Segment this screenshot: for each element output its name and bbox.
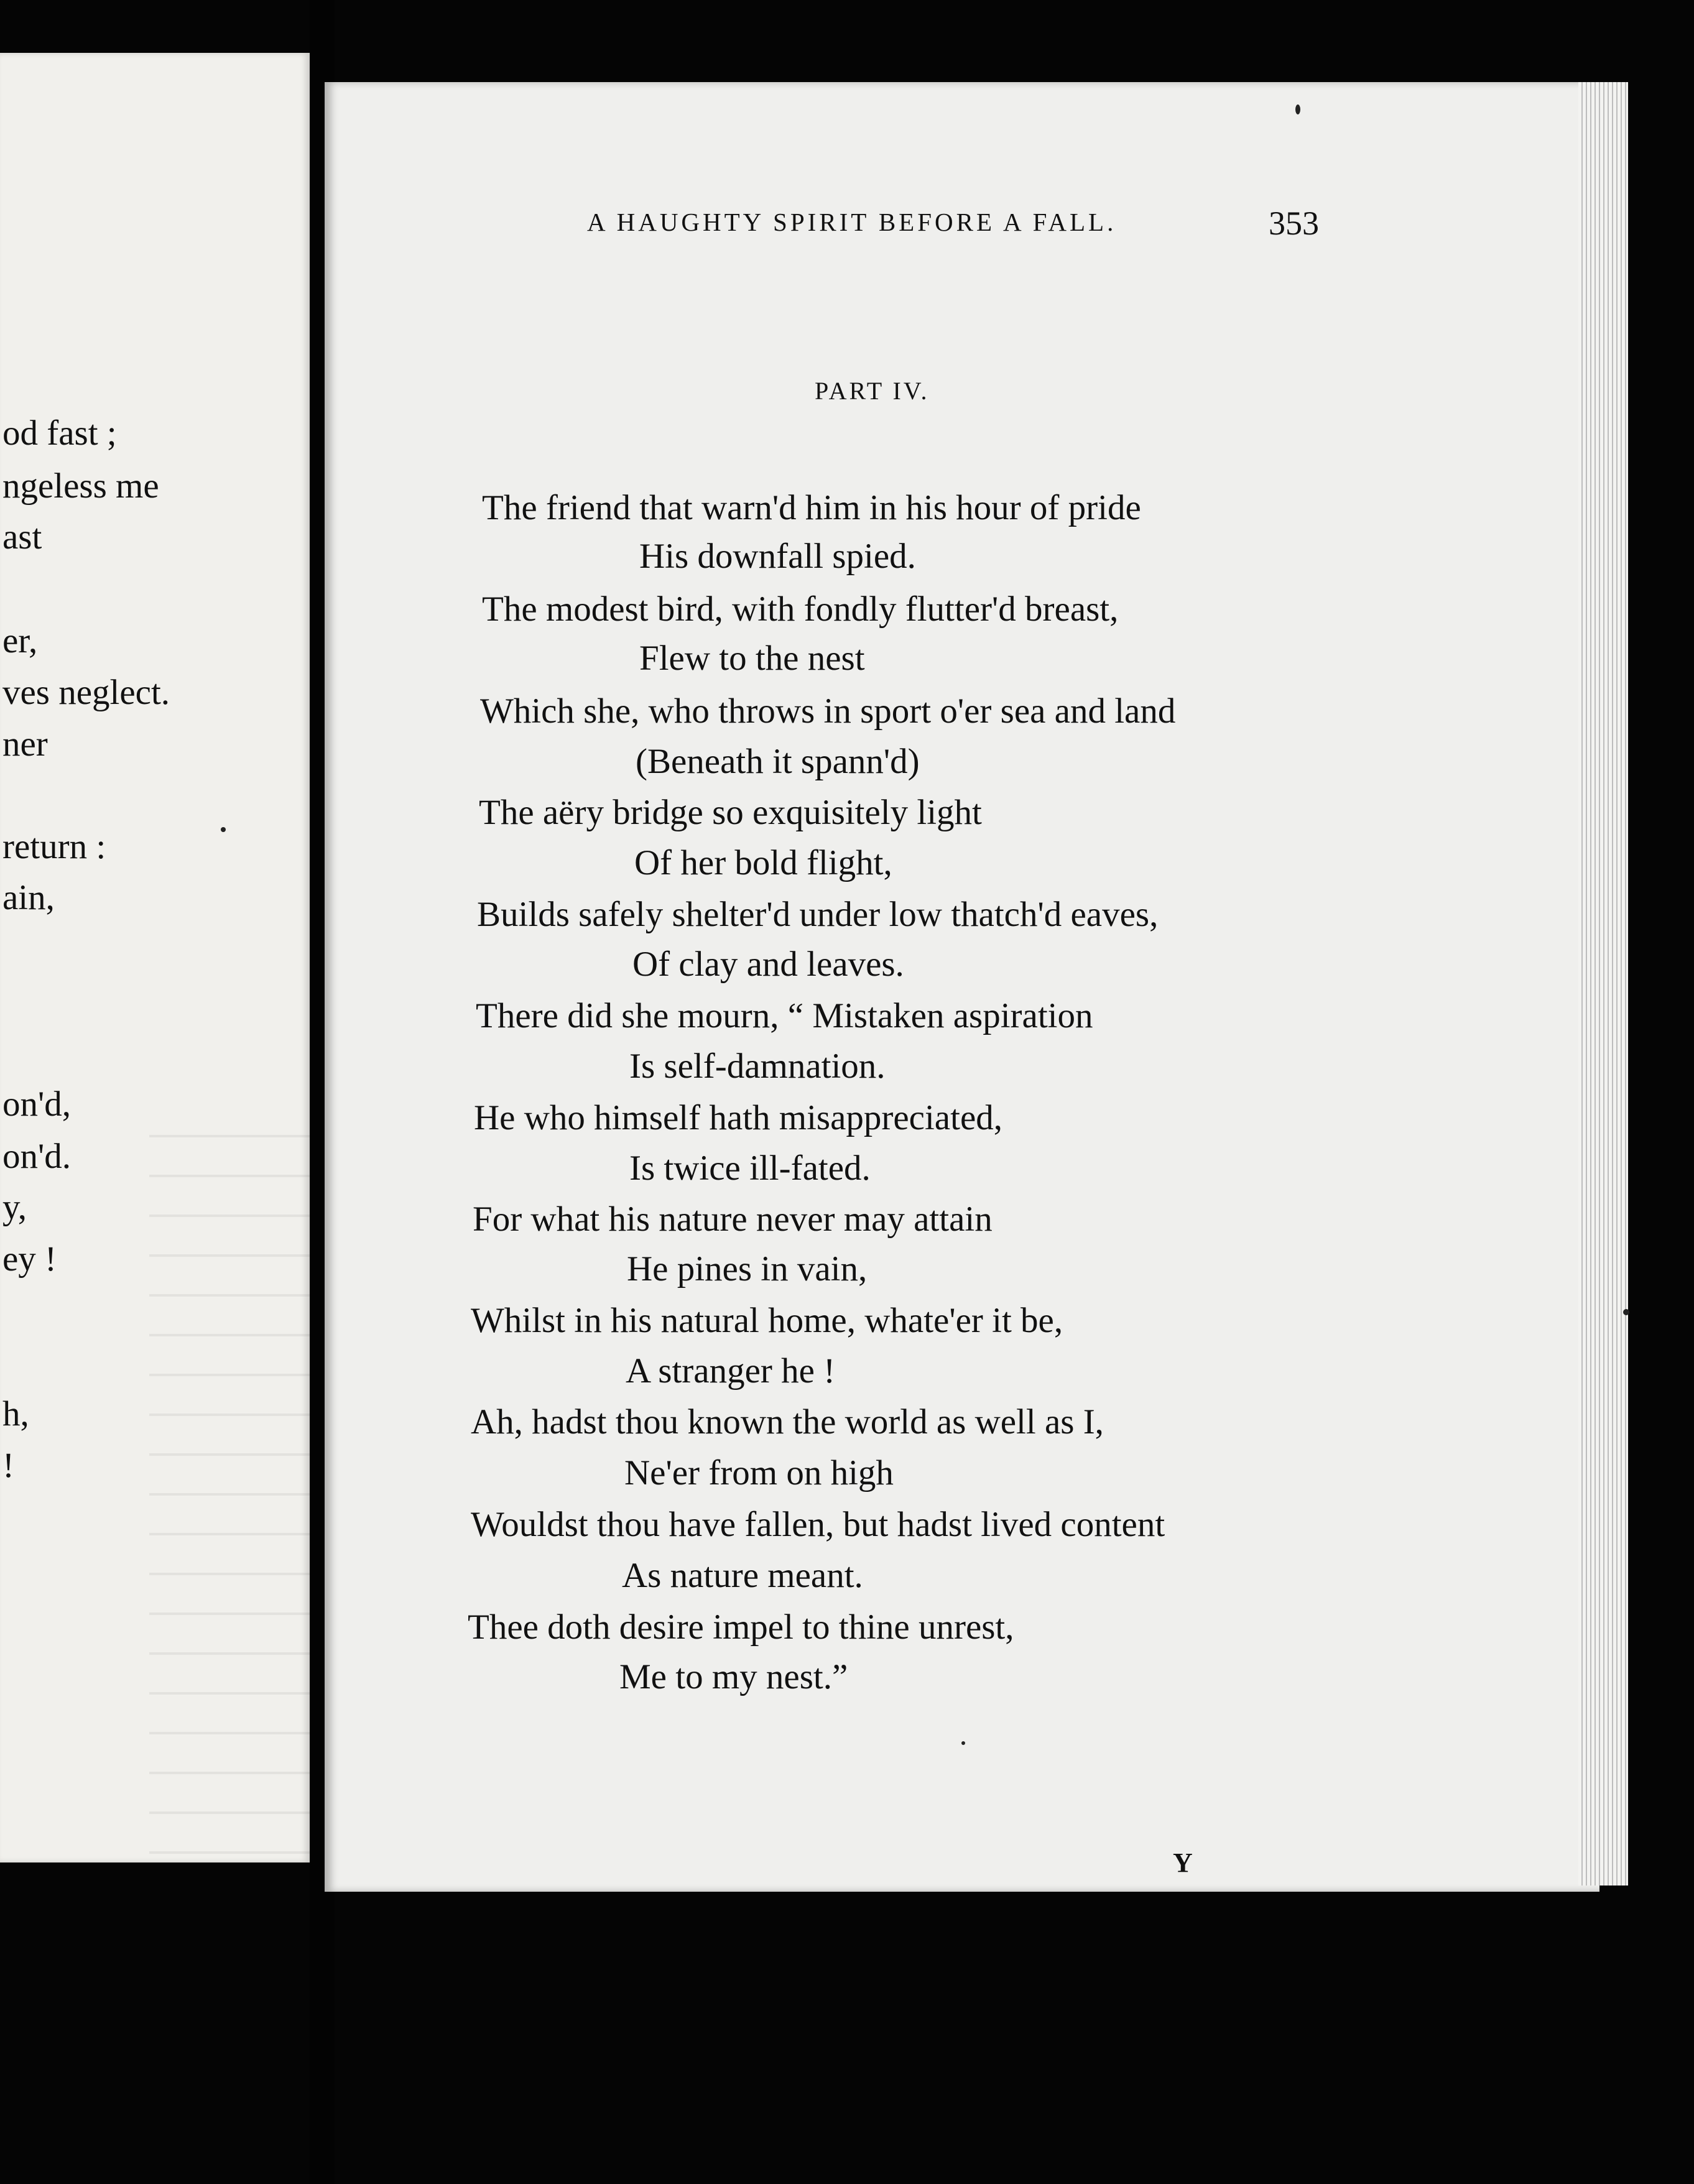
poem-line: Builds safely shelter'd under low thatch'd eaves, <box>477 895 1159 934</box>
poem-line-indented: (Beneath it spann'd) <box>636 742 920 781</box>
poem-line-indented: Is self-damnation. <box>629 1047 886 1086</box>
left-page-fragment: ves neglect. <box>2 673 170 712</box>
left-page-fragment: ain, <box>2 878 55 917</box>
left-page-fragment: ner <box>2 724 48 764</box>
poem-line-indented: Of clay and leaves. <box>632 945 904 984</box>
poem-line: Ah, hadst thou known the world as well as I, <box>471 1402 1104 1441</box>
left-page-fragment: ! <box>2 1446 14 1485</box>
left-page-fragment: y, <box>2 1188 27 1227</box>
poem-line-indented: Ne'er from on high <box>624 1453 894 1492</box>
poem-line-indented: Me to my nest.” <box>619 1657 848 1696</box>
poem-line: The modest bird, with fondly flutter'd breast, <box>482 590 1119 629</box>
ink-speck <box>1295 104 1300 114</box>
poem-line: Which she, who throws in sport o'er sea and land <box>480 692 1176 731</box>
poem-line: Wouldst thou have fallen, but hadst lived content <box>471 1505 1165 1544</box>
left-page-fragment: on'd. <box>2 1137 72 1176</box>
poem-line-indented: He pines in vain, <box>627 1249 868 1289</box>
poem-line-indented: As nature meant. <box>622 1556 863 1595</box>
left-page-fragment: h, <box>2 1394 29 1433</box>
part-heading: PART IV. <box>815 377 930 405</box>
left-page-fragment: ngeless me <box>2 466 159 506</box>
left-page-fragment: return : <box>2 827 106 866</box>
show-through-text <box>149 1098 310 1862</box>
poem-line: The friend that warn'd him in his hour of pride <box>482 488 1141 527</box>
left-page-fragment: on'd, <box>2 1085 72 1124</box>
poem-line-indented: Of her bold flight, <box>634 843 892 882</box>
poem-line: There did she mourn, “ Mistaken aspiration <box>476 996 1093 1035</box>
page-edges <box>1578 82 1628 1886</box>
poem-line-indented: Flew to the nest <box>639 639 865 678</box>
poem-line: For what his nature never may attain <box>473 1200 993 1239</box>
left-page <box>0 53 310 1862</box>
running-head: A HAUGHTY SPIRIT BEFORE A FALL. <box>587 208 1117 236</box>
left-page-fragment: ast <box>2 517 42 557</box>
poem-line-indented: A stranger he ! <box>626 1351 836 1390</box>
page-number: 353 <box>1269 205 1319 242</box>
ink-speck <box>221 827 226 832</box>
left-page-fragment: er, <box>2 621 38 660</box>
poem-line: Thee doth desire impel to thine unrest, <box>468 1608 1014 1647</box>
poem-line: He who himself hath misappreciated, <box>474 1098 1002 1137</box>
ink-speck <box>961 1741 965 1745</box>
signature-mark: Y <box>1173 1848 1193 1878</box>
ink-speck <box>1623 1309 1629 1315</box>
poem-line: The aëry bridge so exquisitely light <box>479 793 982 832</box>
poem-line-indented: His downfall spied. <box>639 537 916 576</box>
left-page-fragment: od fast ; <box>2 414 117 453</box>
poem-line: Whilst in his natural home, whate'er it be, <box>471 1301 1063 1340</box>
left-page-fragment: ey ! <box>2 1239 57 1279</box>
poem-line-indented: Is twice ill-fated. <box>629 1149 871 1188</box>
